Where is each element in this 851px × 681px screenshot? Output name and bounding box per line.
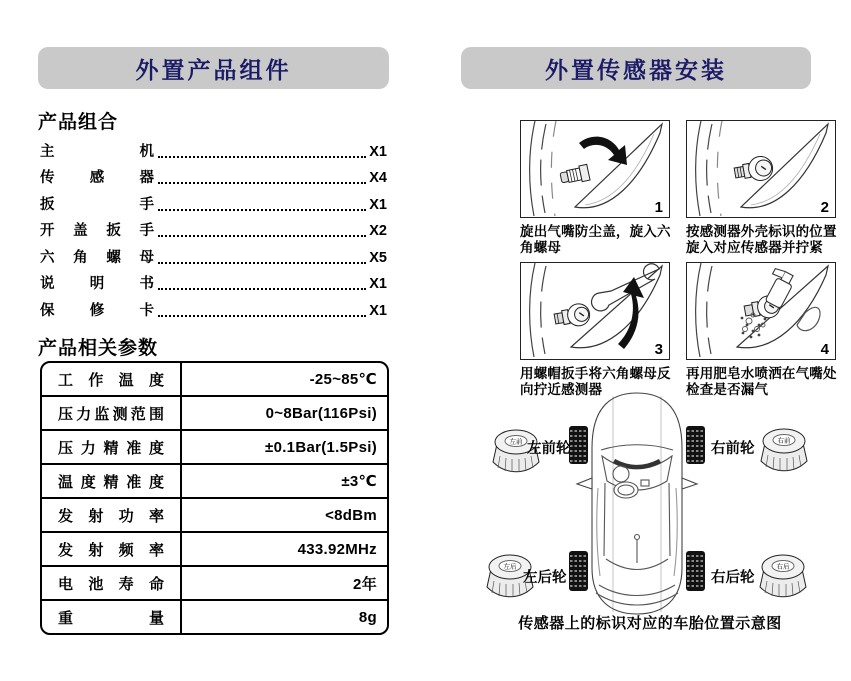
param-label: 发射频率 <box>58 541 164 559</box>
dotted-leader <box>158 209 366 211</box>
param-value: 2年 <box>353 575 377 593</box>
component-name: 说明书 <box>40 276 154 292</box>
param-label: 压力精准度 <box>58 439 164 457</box>
param-label-cell <box>42 499 182 531</box>
component-qty: X1 <box>369 143 387 160</box>
sensor-tag-label: 右后 <box>776 563 790 571</box>
param-label: 重量 <box>58 609 164 627</box>
param-label-cell <box>42 465 182 497</box>
component-name: 扳手 <box>40 196 154 213</box>
param-label: 压力监测范围 <box>58 405 164 423</box>
left-section-header <box>38 47 389 89</box>
step-number: 3 <box>654 341 663 358</box>
param-label: 温度精准度 <box>58 473 164 491</box>
dotted-leader <box>158 235 366 237</box>
table-row <box>42 565 387 599</box>
front-right-sensor-icon <box>761 429 807 471</box>
valve-screw-sensor-icon <box>687 121 834 216</box>
rear-left-wheel-label: 左后轮 <box>523 570 567 586</box>
step-caption: 旋出气嘴防尘盖，旋入六角螺母 <box>520 224 671 255</box>
right-section-header <box>461 47 811 89</box>
param-label-cell <box>42 533 182 565</box>
param-value: 8g <box>358 608 377 626</box>
step-1-illustration <box>520 120 670 218</box>
param-value: <8dBm <box>325 506 377 524</box>
component-qty: X1 <box>369 276 387 292</box>
param-value: ±3℃ <box>341 473 377 490</box>
list-item <box>40 134 387 161</box>
step-number: 2 <box>820 199 829 216</box>
dotted-leader <box>158 182 366 184</box>
param-label-cell <box>42 601 182 633</box>
list-item <box>40 240 387 267</box>
components-list <box>40 134 387 320</box>
param-label-cell <box>42 431 182 463</box>
soap-spray-check-icon <box>687 263 834 357</box>
right-section-title: 外置传感器安装 <box>545 56 727 83</box>
param-value: -25~85℃ <box>309 371 377 388</box>
component-qty: X4 <box>369 170 387 186</box>
tire-position-diagram <box>455 386 845 631</box>
step-caption: 再用肥皂水喷洒在气嘴处检查是否漏气 <box>686 366 837 397</box>
component-qty: X1 <box>369 196 387 213</box>
front-left-tire-icon <box>569 426 588 464</box>
step-caption: 按感测器外壳标识的位置旋入对应传感器并拧紧 <box>686 224 837 255</box>
rear-right-sensor-icon <box>760 555 806 597</box>
front-right-tire-icon <box>686 426 705 464</box>
table-row <box>42 429 387 463</box>
component-qty: X5 <box>369 249 387 266</box>
param-value: 0~8Bar(116Psi) <box>265 404 377 422</box>
component-name: 开盖扳手 <box>40 223 154 239</box>
list-item <box>40 161 387 188</box>
list-item <box>40 267 387 294</box>
step-number: 1 <box>654 199 663 216</box>
step-3-illustration <box>520 262 670 360</box>
table-row <box>42 363 387 395</box>
component-qty: X2 <box>369 223 387 239</box>
components-title: 产品组合 <box>38 112 119 133</box>
dotted-leader <box>158 262 366 264</box>
param-value: 433.92MHz <box>297 540 377 558</box>
component-name: 六角螺母 <box>40 249 154 266</box>
rear-right-tire-icon <box>686 551 705 591</box>
list-item <box>40 293 387 320</box>
step-2-illustration <box>686 120 836 218</box>
param-value: ±0.1Bar(1.5Psi) <box>265 438 377 456</box>
param-label-cell <box>42 397 182 429</box>
table-row <box>42 531 387 565</box>
sensor-tag-label: 左后 <box>503 563 517 571</box>
component-name: 主机 <box>40 143 154 160</box>
install-step-3 <box>520 262 680 398</box>
table-row <box>42 599 387 633</box>
install-step-4 <box>686 262 846 398</box>
sensor-tag-label: 左前 <box>509 438 523 446</box>
front-left-wheel-label: 左前轮 <box>527 441 571 457</box>
front-right-wheel-label: 右前轮 <box>711 441 755 457</box>
param-label-cell <box>42 363 182 395</box>
param-label: 发射功率 <box>58 507 164 525</box>
param-label-cell <box>42 567 182 599</box>
component-qty: X1 <box>369 302 387 319</box>
diagram-caption: 传感器上的标识对应的车胎位置示意图 <box>518 615 782 632</box>
sensor-tag-label: 右前 <box>777 437 791 445</box>
step-caption: 用螺帽扳手将六角螺母反向拧近感测器 <box>520 366 671 397</box>
dotted-leader <box>158 156 366 158</box>
params-table <box>40 361 389 635</box>
component-name: 传感器 <box>40 170 154 186</box>
list-item <box>40 214 387 241</box>
params-title: 产品相关参数 <box>38 338 159 359</box>
table-row <box>42 497 387 531</box>
left-section-title: 外置产品组件 <box>135 56 292 83</box>
wrench-tighten-nut-icon <box>521 263 668 357</box>
tire-icons <box>569 426 705 591</box>
dotted-leader <box>158 315 366 317</box>
param-label: 工作温度 <box>58 371 164 389</box>
valve-unscrew-cap-icon <box>521 121 668 216</box>
step-number: 4 <box>820 341 829 358</box>
step-4-illustration <box>686 262 836 360</box>
car-top-view-icon <box>577 393 697 614</box>
table-row <box>42 463 387 497</box>
table-row <box>42 395 387 429</box>
list-item <box>40 187 387 214</box>
component-name: 保修卡 <box>40 302 154 319</box>
rear-right-wheel-label: 右后轮 <box>711 570 755 586</box>
install-step-1 <box>520 120 680 256</box>
param-label: 电池寿命 <box>58 575 164 593</box>
dotted-leader <box>158 288 366 290</box>
install-step-2 <box>686 120 846 256</box>
rear-left-tire-icon <box>569 551 588 591</box>
